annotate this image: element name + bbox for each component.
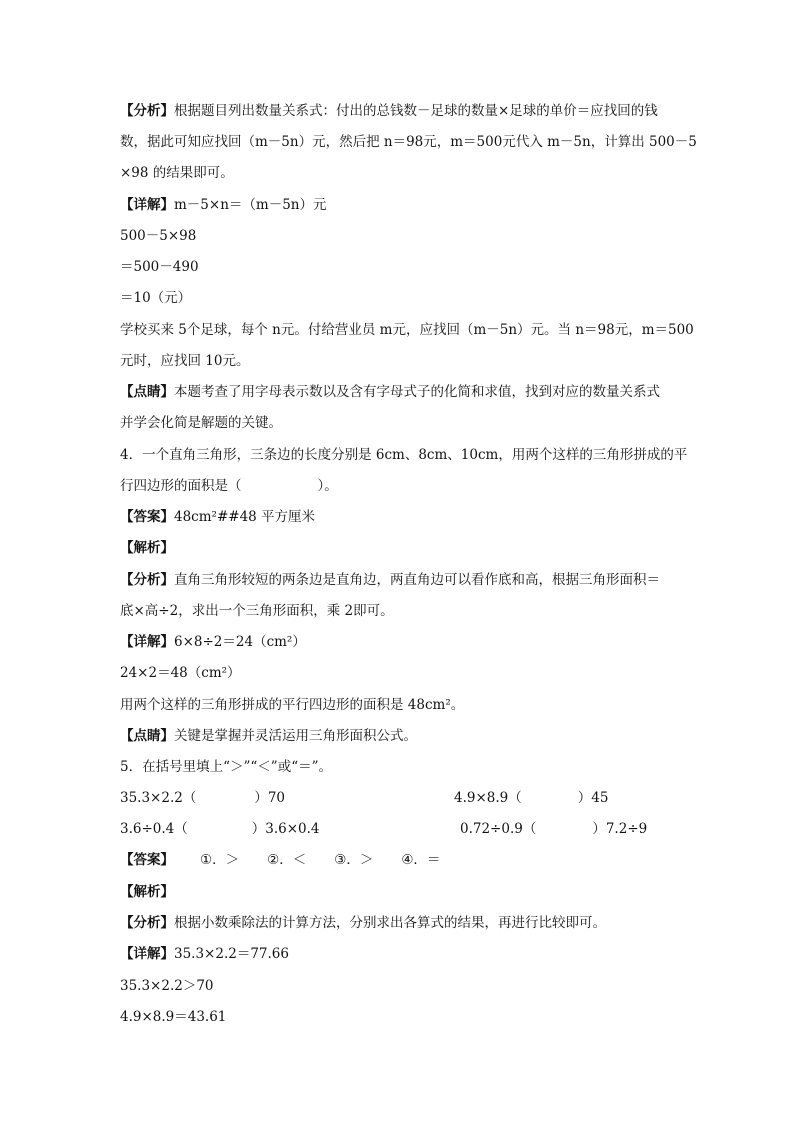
answer-2: ②．＜	[267, 852, 307, 868]
analysis-tag: 【分析】	[120, 572, 174, 588]
q4-analysis-line-1	[120, 570, 660, 590]
expr-left: 4.9×8.9（	[454, 790, 522, 806]
answer-4: ④．＝	[401, 852, 441, 868]
analysis-text: 根据题目列出数量关系式：付出的总钱数－足球的数量×足球的单价＝应找回的钱	[174, 103, 658, 119]
answer-tag: 【答案】	[120, 852, 174, 868]
q5-answer-line	[120, 850, 440, 870]
q3-analysis-line-1	[120, 101, 658, 121]
q4-question-part-a: 行四边形的面积是（	[120, 478, 242, 494]
expr-left: 35.3×2.2（	[120, 790, 197, 806]
q3-calc-2: ＝500－490	[120, 259, 199, 275]
q3-analysis-line-3: ×98 的结果即可。	[120, 165, 234, 181]
comment-tag: 【点睛】	[120, 728, 174, 744]
answer-text: 48cm²##48 平方厘米	[174, 509, 316, 525]
q4-question-part-b: ）。	[317, 478, 338, 494]
q4-question-line-1: 4．一个直角三角形，三条边的长度分别是 6cm、8cm、10cm，用两个这样的三角形拼成的平	[120, 447, 688, 463]
q4-detail-line-1	[120, 632, 306, 652]
expr-right: ）45	[577, 790, 609, 806]
q3-comment-line-2: 并学会化简是解题的关键。	[120, 415, 282, 431]
q5-detail-line-1	[120, 944, 289, 964]
q5-detail-line-3: 4.9×8.9＝43.61	[120, 1009, 227, 1025]
expr-right: ）70	[254, 790, 286, 806]
expr-left: 0.72÷0.9（	[460, 821, 537, 837]
q5-question: 5．在括号里填上“＞”“＜”或“＝”。	[120, 759, 332, 775]
answer-1: ①．＞	[200, 852, 240, 868]
analysis-tag: 【分析】	[120, 915, 174, 931]
expr-right: ）3.6×0.4	[251, 821, 320, 837]
analysis-text: 直角三角形较短的两条边是直角边，两直角边可以看作底和高，根据三角形面积＝	[174, 572, 660, 588]
answer-3: ③．＞	[334, 852, 374, 868]
q3-summary-line-2: 元时，应找回 10元。	[120, 353, 250, 369]
expr-left: 3.6÷0.4（	[120, 821, 188, 837]
q5-expr-2	[454, 788, 608, 808]
expr-right: ）7.2÷9	[592, 821, 648, 837]
answer-tag: 【答案】	[120, 509, 174, 525]
q3-calc-1: 500－5×98	[120, 228, 197, 244]
q4-detail-line-2: 24×2＝48（cm²）	[120, 665, 241, 681]
q4-answer-line	[120, 507, 315, 527]
detail-text: 6×8÷2＝24（cm²）	[174, 634, 306, 650]
q3-analysis-line-2: 数，据此可知应找回（m－5n）元，然后把 n＝98元，m＝500元代入 m－5n，计算出 500－5	[120, 134, 697, 150]
q5-expr-3	[120, 819, 320, 839]
q5-analysis-line-1	[120, 913, 606, 933]
q4-jiexi-tag: 【解析】	[120, 540, 174, 556]
q5-jiexi-tag: 【解析】	[120, 884, 174, 900]
detail-text: 35.3×2.2＝77.66	[174, 946, 289, 962]
q3-summary-line-1: 学校买来 5个足球，每个 n元。付给营业员 m元，应找回（m－5n）元。当 n＝98元，m＝500	[120, 322, 694, 338]
q3-detail-line-1	[120, 195, 326, 215]
comment-text: 本题考查了用字母表示数以及含有字母式子的化简和求值，找到对应的数量关系式	[174, 384, 660, 400]
q5-detail-line-2: 35.3×2.2＞70	[120, 978, 214, 994]
detail-tag: 【详解】	[120, 634, 174, 650]
analysis-text: 根据小数乘除法的计算方法，分别求出各算式的结果，再进行比较即可。	[174, 915, 606, 931]
q3-calc-3: ＝10（元）	[120, 290, 192, 306]
detail-text: m－5×n＝（m－5n）元	[174, 197, 327, 213]
q3-comment-line-1	[120, 382, 660, 402]
q5-expr-1	[120, 788, 285, 808]
analysis-tag: 【分析】	[120, 103, 174, 119]
detail-tag: 【详解】	[120, 197, 174, 213]
q4-detail-line-3: 用两个这样的三角形拼成的平行四边形的面积是 48cm²。	[120, 697, 465, 713]
detail-tag: 【详解】	[120, 946, 174, 962]
q4-comment-line-1	[120, 726, 417, 746]
q4-analysis-line-2: 底×高÷2，求出一个三角形面积，乘 2即可。	[120, 603, 394, 619]
q5-expr-4	[460, 819, 647, 839]
comment-tag: 【点睛】	[120, 384, 174, 400]
q4-question-line-2	[120, 476, 338, 496]
comment-text: 关键是掌握并灵活运用三角形面积公式。	[174, 728, 417, 744]
